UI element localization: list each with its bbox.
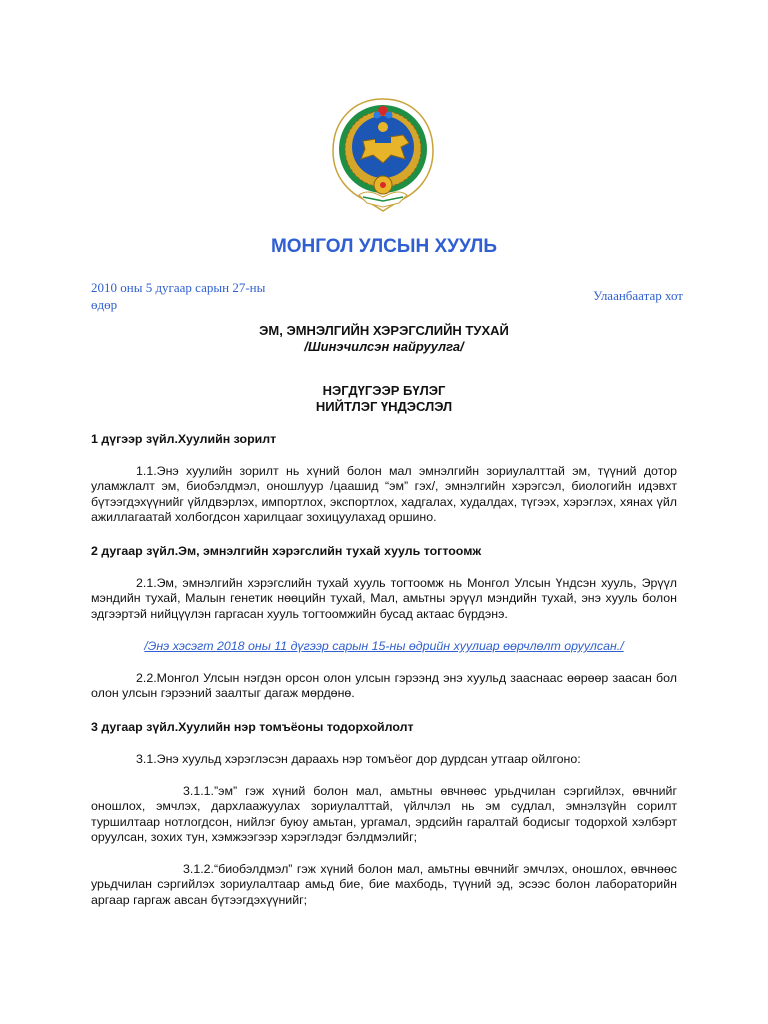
amendment-note-link[interactable]: /Энэ хэсэгт 2018 оны 11 дүгээр сарын 15-ны өдрийн хуулиар өөрчлөлт оруулсан./ xyxy=(144,639,624,653)
article-2-heading: 2 дугаар зүйл.Эм, эмнэлгийн хэрэгслийн тухай хууль тогтоомж xyxy=(91,544,482,558)
article-3-item-2: 3.1.2.“биобэлдмэл” гэж хүний болон мал, амьтны өвчнийг эмчлэх, оношлох, өвчнөөс урьдчилан сэргийлэх зориулалтаар амьд бие, бие махбодь, түүний эд, эсээс болон лабораторийн аргаар гаргаж авсан бүтээгдэхүүнийг; xyxy=(91,862,677,907)
enactment-place: Улаанбаатар хот xyxy=(593,288,683,303)
document-title: МОНГОЛ УЛСЫН ХУУЛЬ xyxy=(270,236,498,257)
date-line-2: өдөр xyxy=(91,297,118,312)
article-3-paragraph-1: 3.1.Энэ хуульд хэрэглэсэн дараахь нэр томъёог дор дурдсан утгаар ойлгоно: xyxy=(136,752,581,766)
law-subtitle: /Шинэчилсэн найруулга/ xyxy=(304,339,464,354)
article-3-item-1: 3.1.1.”эм” гэж хүний болон мал, амьтны өвчнөөс урьдчилан сэргийлэх, өвчнийг оношлох, эмчлэх, дархлаажуулах зориулалттай, үйлчлэл нь эм судлал, эмнэлзүйн сорилт туршилтаар нотлогдсон, нийлэг буюу амьтан, ургамал, эрдсийн гаралтай бодисыг тодорхой хэлбэрт оруулсан, зохих тун, хэмжээгээр хэрэглэдэг бэлдмэлийг; xyxy=(91,784,677,845)
date-line-1: 2010 оны 5 дугаар сарын 27-ны xyxy=(91,280,266,295)
chapter-heading xyxy=(0,383,768,415)
chapter-title: НИЙТЛЭГ ҮНДЭСЛЭЛ xyxy=(315,399,453,414)
article-3-heading: 3 дугаар зүйл.Хуулийн нэр томъёоны тодорхойлолт xyxy=(91,720,414,734)
article-1-heading: 1 дүгээр зүйл.Хуулийн зорилт xyxy=(91,432,277,446)
law-title-block xyxy=(0,323,768,355)
law-title: ЭМ, ЭМНЭЛГИЙН ХЭРЭГСЛИЙН ТУХАЙ xyxy=(259,323,509,338)
enactment-date xyxy=(91,279,276,313)
chapter-number: НЭГДҮГЭЭР БҮЛЭГ xyxy=(322,383,446,398)
article-2-paragraph-2: 2.2.Монгол Улсын нэгдэн орсон олон улсын гэрээнд энэ хуульд зааснаас өөрөөр заасан бол олон улсын гэрээний заалтыг дагаж мөрдөнө. xyxy=(91,671,677,701)
article-2-paragraph-1: 2.1.Эм, эмнэлгийн хэрэгслийн тухай хууль тогтоомж нь Монгол Улсын Үндсэн хууль, Эрүүл мэндийн тухай, Малын генетик нөөцийн тухай, Мал, амьтны эрүүл мэндийн тухай, энэ хууль болон эдгээртэй нийцүүлэн гаргасан хууль тогтоомжийн бусад актаас бүрдэнэ. xyxy=(91,576,677,621)
article-1-paragraph-1: 1.1.Энэ хуулийн зорилт нь хүний болон мал эмнэлгийн зориулалттай эм, түүний дотор уламжлалт эм, биобэлдмэл, оношлуур /цаашид “эм” гэх/, эмнэлгийн хэрэгсэл, биологийн идэвхт бүтээгдэхүүнийг үйлдвэрлэх, импортлох, экспортлох, хадгалах, худалдах, түгээх, хэрэглэх, хянах үйл ажиллагаатай холбогдсон харилцааг зохицуулахад оршино. xyxy=(91,464,677,525)
state-emblem-icon xyxy=(329,97,437,213)
